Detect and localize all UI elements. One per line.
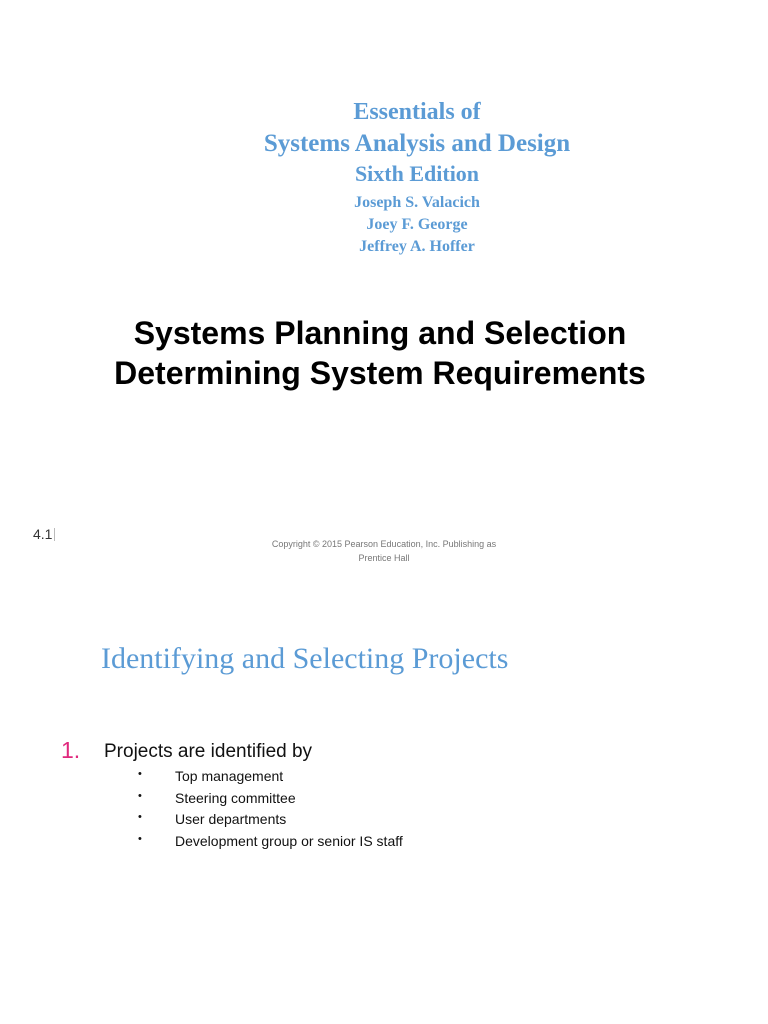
bullet-icon: • [138,789,142,802]
item-text: Projects are identified by [104,741,313,762]
copyright-notice [234,537,534,565]
author-3: Jeffrey A. Hoffer [359,238,475,255]
slide-heading: Identifying and Selecting Projects [101,642,509,675]
author-1: Joseph S. Valacich [354,194,480,211]
copyright-line1: Copyright © 2015 Pearson Education, Inc. Publishing as [271,539,497,549]
chapter-title-line1: Systems Planning and Selection [133,315,627,351]
slide-number-text: 4.1 [33,526,53,542]
slide-number [33,526,55,542]
book-title-line1: Essentials of [353,99,481,125]
bullet-icon: • [138,768,142,780]
list-item-text: User departments [175,811,287,827]
chapter-title-line2: Determining System Requirements [114,355,646,391]
copyright-line2: Prentice Hall [358,553,410,563]
list-item-text: Top management [175,768,284,784]
book-edition: Sixth Edition [354,161,480,186]
bullet-icon: • [138,832,142,845]
author-2: Joey F. George [366,216,468,233]
bullet-icon: • [138,811,142,823]
item-number: 1. [61,737,81,763]
slide-number-divider [54,528,55,541]
list-item-text: Development group or senior IS staff [175,832,403,849]
list-item-text: Steering committee [175,789,296,806]
book-title-line2: Systems Analysis and Design [263,130,571,157]
